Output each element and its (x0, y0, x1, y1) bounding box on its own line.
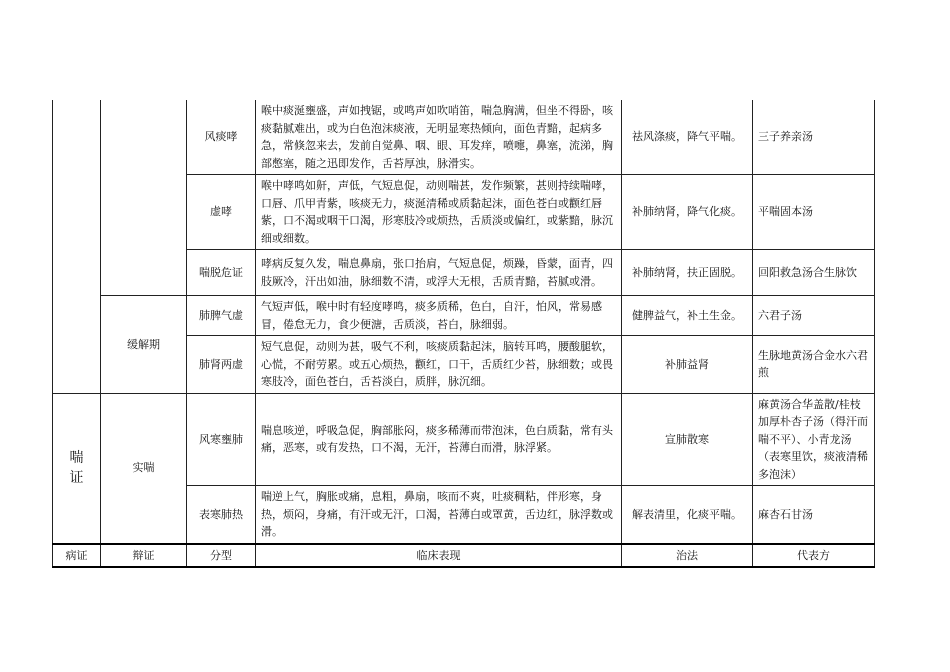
type-cell: 风痰哮 (187, 100, 256, 175)
formula-cell: 六君子汤 (753, 296, 875, 336)
type-cell: 表寒肺热 (187, 486, 256, 544)
formula-cell: 生脉地黄汤合金水六君煎 (753, 336, 875, 394)
manifestation-cell: 喘逆上气，胸胀或痛，息粗，鼻扇，咳而不爽，吐痰稠粘，伴形寒，身热，烦闷，身痛，有汗或无汗，口渴，苔薄白或罩黄，舌边红，脉浮数或滑。 (256, 486, 622, 544)
table-row (53, 296, 875, 336)
header-type: 分型 (187, 544, 256, 568)
header-disease: 病证 (53, 544, 101, 568)
header-manifestation: 临床表现 (256, 544, 622, 568)
formula-cell: 麻黄汤合华盖散/桂枝加厚朴杏子汤（得汗而喘不平）、小青龙汤（表寒里饮，痰液清稀多泡沫） (753, 393, 875, 486)
table-row (53, 100, 875, 175)
type-cell: 肺肾两虚 (187, 336, 256, 394)
header-differentiation: 辩证 (101, 544, 187, 568)
header-formula: 代表方 (753, 544, 875, 568)
manifestation-cell: 短气息促，动则为甚，吸气不利，咳痰质黏起沫，脑转耳鸣，腰酸腿软，心慌，不耐劳累。或五心烦热，颧红，口干，舌质红少苔，脉细数；或畏寒肢冷，面色苍白，舌苔淡白，质胖，脉沉细。 (256, 336, 622, 394)
type-cell: 肺脾气虚 (187, 296, 256, 336)
table-header-row (53, 544, 875, 568)
manifestation-cell: 喉中哮鸣如鼾，声低，气短息促，动则喘甚，发作频繁，甚则持续喘哮，口唇、爪甲青紫，咳痰无力，痰涎清稀或质黏起沫，面色苍白或颧红唇紫，口不渴或咽干口渴，形寒肢冷或烦热，舌质淡或偏红，或紫黯，脉沉细或细数。 (256, 175, 622, 250)
syndrome-table (52, 100, 875, 568)
formula-cell: 麻杏石甘汤 (753, 486, 875, 544)
treatment-cell: 补肺纳肾，扶正固脱。 (622, 250, 753, 296)
treatment-cell: 补肺益肾 (622, 336, 753, 394)
treatment-cell: 补肺纳肾，降气化痰。 (622, 175, 753, 250)
treatment-cell: 健脾益气，补土生金。 (622, 296, 753, 336)
table-row (53, 393, 875, 486)
formula-cell: 回阳救急汤合生脉饮 (753, 250, 875, 296)
disease-cell: 喘 证 (53, 393, 101, 544)
disease-cell-upper (53, 100, 101, 393)
treatment-cell: 解表清里，化痰平喘。 (622, 486, 753, 544)
stage-cell: 实喘 (101, 393, 187, 544)
stage-cell: 缓解期 (101, 296, 187, 394)
header-treatment: 治法 (622, 544, 753, 568)
manifestation-cell: 喉中痰涎壅盛，声如拽锯，或鸣声如吹哨笛，喘急胸满，但坐不得卧，咳痰黏腻难出，或为白色泡沫痰液，无明显寒热倾向，面色青黯，起病多急，常倏忽来去，发前自觉鼻、咽、眼、耳发痒，喷嚏，鼻塞，流涕，胸部憋塞，随之迅即发作，舌苔厚浊，脉滑实。 (256, 100, 622, 175)
type-cell: 风寒壅肺 (187, 393, 256, 486)
treatment-cell: 祛风涤痰，降气平喘。 (622, 100, 753, 175)
manifestation-cell: 气短声低，喉中时有轻度哮鸣，痰多质稀，色白，自汗，怕风，常易感冒，倦怠无力，食少便溏，舌质淡，苔白，脉细弱。 (256, 296, 622, 336)
type-cell: 喘脱危证 (187, 250, 256, 296)
treatment-cell: 宣肺散寒 (622, 393, 753, 486)
stage-cell-upper (101, 100, 187, 296)
type-cell: 虚哮 (187, 175, 256, 250)
formula-cell: 平喘固本汤 (753, 175, 875, 250)
manifestation-cell: 哮病反复久发，喘息鼻扇，张口抬肩，气短息促，烦躁，昏蒙，面青，四肢厥冷，汗出如油，脉细数不清，或浮大无根，舌质青黯，苔腻或滑。 (256, 250, 622, 296)
formula-cell: 三子养亲汤 (753, 100, 875, 175)
manifestation-cell: 喘息咳逆，呼吸急促，胸部胀闷，痰多稀薄而带泡沫，色白质黏，常有头痛，恶寒，或有发热，口不渴，无汗，苔薄白而滑，脉浮紧。 (256, 393, 622, 486)
